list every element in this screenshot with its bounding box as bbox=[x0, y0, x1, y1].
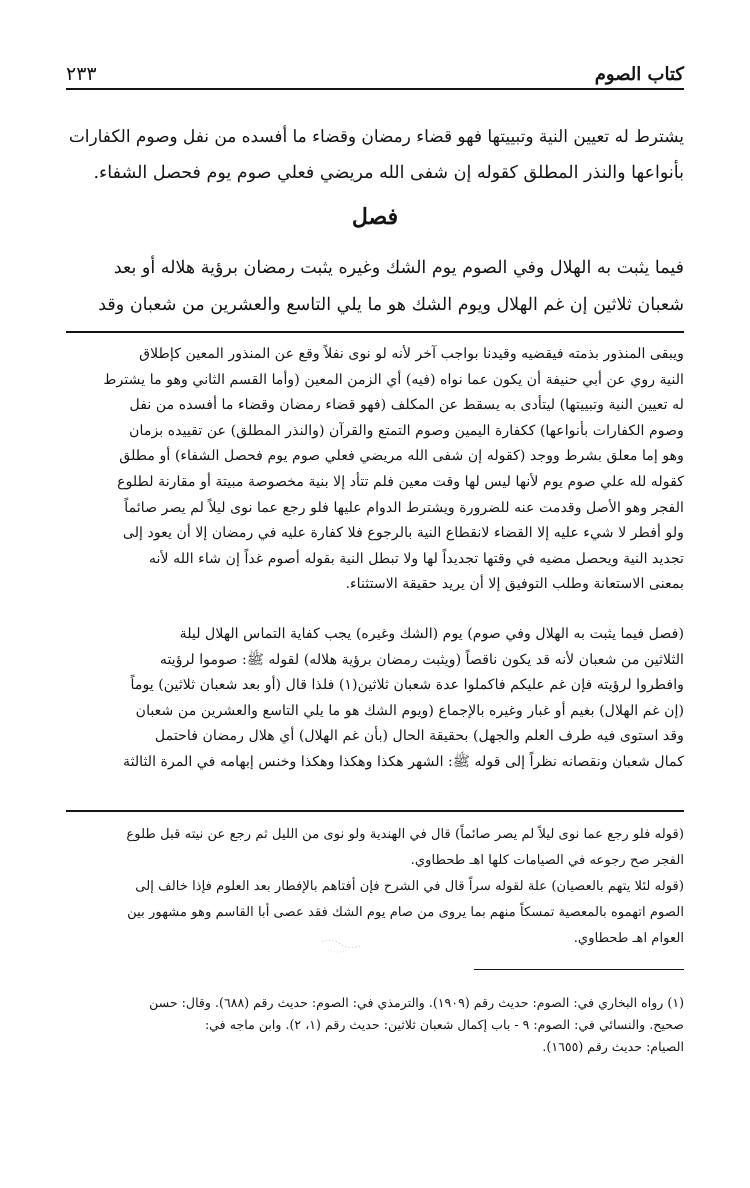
sub-commentary-line: (قوله فلو رجع عما نوى ليلاً لم يصر صائماً) قال في الهندية ولو نوى من الليل ثم رجع عن نيته قبل طلوع bbox=[126, 827, 684, 842]
commentary-line: ولو أفطر لا شيء عليه إلا القضاء لانقطاع النية بالرجوع فلا كفارة عليه في رمضان إلا أن يعود إلى bbox=[122, 525, 684, 542]
sub-commentary-line: العوام اهـ طحطاوي. bbox=[573, 931, 684, 946]
sub-commentary-paragraph-2 bbox=[66, 874, 684, 952]
section-heading: فصل bbox=[351, 204, 399, 230]
commentary-line: ويبقى المنذور بذمته فيقضيه وقيدنا بواجب آخر لأنه لو نوى نفلاً وقع عن المنذور المعين كإطلاق bbox=[139, 346, 684, 362]
sub-commentary-line: (قوله لئلا يتهم بالعصيان) علة لقوله سراً قال في الشرح فإن أفتاهم بالإفطار بعد العلوم فإذا خالف إلى bbox=[135, 879, 684, 894]
commentary-line: الثلاثين من شعبان لأنه قد يكون ناقصاً (ويثبت رمضان برؤية هلاله) لقوله ﷺ: صوموا لرؤيته bbox=[159, 651, 684, 668]
footnote-line: (١) رواه البخاري في: الصوم: حديث رقم (١٩٠٩). والترمذي في: الصوم: حديث رقم (٦٨٨). وقال: حسن bbox=[149, 995, 684, 1010]
ink-smudge bbox=[318, 936, 364, 960]
commentary-line: النية روي عن أبي حنيفة أن يكون عما نواه (فيه) أي الزمن المعين (وأما القسم الثاني وهو ما يشترط bbox=[103, 371, 684, 388]
main-text-line: بأنواعها والنذر المطلق كقوله إن شفى الله مريضي فعلي صوم يوم فحصل الشفاء. bbox=[93, 163, 684, 183]
commentary-line: كمال شعبان ونقصانه نظراً إلى قوله ﷺ: الشهر هكذا وهكذا وهكذا وخنس إبهامه في المرة الثالثة bbox=[122, 753, 684, 770]
page-header bbox=[66, 60, 684, 90]
footnote-divider bbox=[474, 969, 684, 970]
footnote-line: صحيح. والنسائي في: الصوم: ٩ - باب إكمال شعبان ثلاثين: حديث رقم (١، ٢). وابن ماجه في: bbox=[204, 1017, 684, 1032]
sub-commentary-paragraph-1 bbox=[66, 822, 684, 874]
sub-commentary-divider bbox=[66, 810, 684, 812]
sub-commentary-line: الفجر صح رجوعه في الصيامات كلها اهـ طحطاوي. bbox=[410, 853, 684, 868]
main-text-section bbox=[66, 250, 684, 324]
commentary-line: وقد استوى فيه طرف العلم والجهل) بحقيقة الحال (بأن غم الهلال) أي هلال رمضان فاحتمل bbox=[154, 728, 684, 745]
commentary-line: كقوله لله علي صوم يوم لأنها ليس لها وقت معين فلم تتأد إلا بنية مخصوصة مبيتة أو مقارنة لطلوع bbox=[117, 473, 684, 490]
main-text-line: شعبان ثلاثين إن غم الهلال ويوم الشك هو ما يلي التاسع والعشرين من شعبان وقد bbox=[98, 295, 684, 315]
running-title: كتاب الصوم bbox=[594, 64, 684, 85]
commentary-line: (إن غم الهلال) بغيم أو غبار وغيره بالإجماع (ويوم الشك هو ما يلي التاسع والعشرين من شعبان bbox=[135, 702, 684, 719]
commentary-paragraph-1 bbox=[66, 342, 684, 598]
main-text-line: يشترط له تعيين النية وتبييتها فهو قضاء رمضان وقضاء ما أفسده من نفل وصوم الكفارات bbox=[68, 126, 684, 146]
commentary-paragraph-2 bbox=[66, 622, 684, 776]
commentary-line: بمعنى الاستعانة وطلب التوفيق إلا أن يريد حقيقة الاستثناء. bbox=[345, 576, 684, 593]
commentary-line: وهو إما معلق بشرط ووجد (كقوله إن شفى الله مريضي فعلي صوم يوم فحصل الشفاء) أو مطلق bbox=[119, 448, 684, 465]
commentary-line: وافطروا لرؤيته فإن غم عليكم فاكملوا عدة شعبان ثلاثين(١) فلذا قال (أو بعد شعبان ثلاثين) يوماً bbox=[130, 677, 684, 694]
commentary-divider bbox=[66, 331, 684, 333]
commentary-line: الفجر وهو الأصل وقدمت عنه للضرورة ويشترط الدوام عليها فلو رجع عما نوى ليلاً لم يصر صائماً bbox=[124, 499, 684, 516]
page-number: ٢٣٣ bbox=[66, 63, 97, 85]
footnote-line: الصيام: حديث رقم (١٦٥٥). bbox=[542, 1039, 684, 1054]
commentary-line: تجديد النية ويحصل مضيه في وقتها تجديداً لها ولا تبطل النية بقوله أصوم غداً إن شاء الله لأنه bbox=[148, 550, 684, 567]
footnote bbox=[66, 992, 684, 1058]
commentary-line: (فصل فيما يثبت به الهلال وفي صوم) يوم (الشك وغيره) يجب كفاية التماس الهلال ليلة bbox=[179, 626, 684, 642]
sub-commentary bbox=[66, 822, 684, 952]
sub-commentary-line: الصوم اتهموه بالمعصية تمسكاً منهم بما يروى من صام يوم الشك فقد عصى أبا القاسم وهو مشهور بين bbox=[127, 905, 684, 920]
commentary-line: وصوم الكفارات بأنواعها) ككفارة اليمين وصوم التمتع والقرآن (والنذر المطلق) عن تقييده بزمان bbox=[129, 422, 684, 439]
main-text-top bbox=[66, 118, 684, 192]
main-text-line: فيما يثبت به الهلال وفي الصوم يوم الشك وغيره يثبت رمضان برؤية هلاله أو بعد bbox=[113, 258, 684, 278]
commentary-line: له تعيين النية وتبييتها) ليتأدى به يسقط عن المكلف (فهو قضاء رمضان وقضاء ما أفسده من نفل bbox=[129, 397, 684, 414]
